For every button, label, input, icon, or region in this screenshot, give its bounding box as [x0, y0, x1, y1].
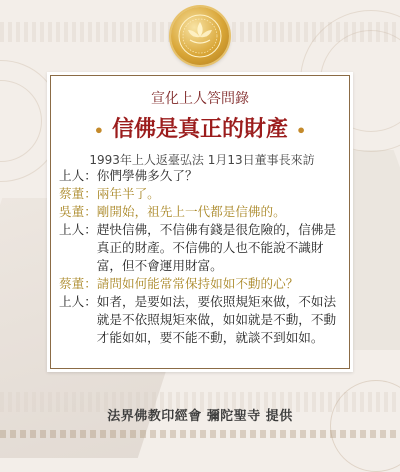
dialog-line: [59, 293, 345, 347]
dialog-text: 請問如何能常常保持如如不動的心？: [96, 276, 299, 291]
dialog-text: 兩年半了。: [96, 186, 160, 201]
title-dot-right: •: [296, 120, 307, 140]
speaker-label: 吳董：: [59, 204, 97, 219]
series-title: 宣化上人答問錄: [151, 91, 249, 107]
speaker-label: 上人：: [59, 168, 97, 183]
lotus-icon: [177, 13, 223, 59]
footer-credit: 法界佛教印經會 彌陀聖寺 提供: [107, 409, 293, 424]
dialog-line: [59, 167, 345, 185]
dialog-text: 剛開始，祖先上一代都是信佛的。: [96, 204, 286, 219]
qa-card: [47, 72, 353, 372]
dialog-line: [59, 275, 345, 293]
footer-decoration: [0, 430, 400, 438]
speaker-label: 上人：: [59, 294, 97, 309]
speaker-label: 蔡董：: [59, 186, 97, 201]
dialog-list: [59, 167, 345, 347]
dialog-text: 趕快信佛，不信佛有錢是很危險的，信佛是真正的財產。不信佛的人也不能說不識財富，但不會運用財富。: [96, 222, 337, 273]
subtitle: 1993年上人返臺弘法 1月13日董事長來訪: [89, 153, 315, 167]
title-dot-left: •: [93, 120, 104, 140]
dialog-line: [59, 185, 345, 203]
speaker-label: 上人：: [59, 222, 97, 237]
main-title-row: [47, 112, 353, 143]
dialog-line: [59, 203, 345, 221]
speaker-label: 蔡董：: [59, 276, 97, 291]
dharma-realm-seal-icon: [171, 7, 229, 65]
main-title: 信佛是真正的財產: [111, 116, 288, 142]
dialog-text: 如者，是要如法，要依照規矩來做，不如法就是不依照規矩來做，如如就是不動，不動才能如如，要不能不動，就談不到如如。: [96, 294, 337, 345]
dialog-text: 你們學佛多久了？: [96, 168, 198, 183]
dialog-line: [59, 221, 345, 275]
